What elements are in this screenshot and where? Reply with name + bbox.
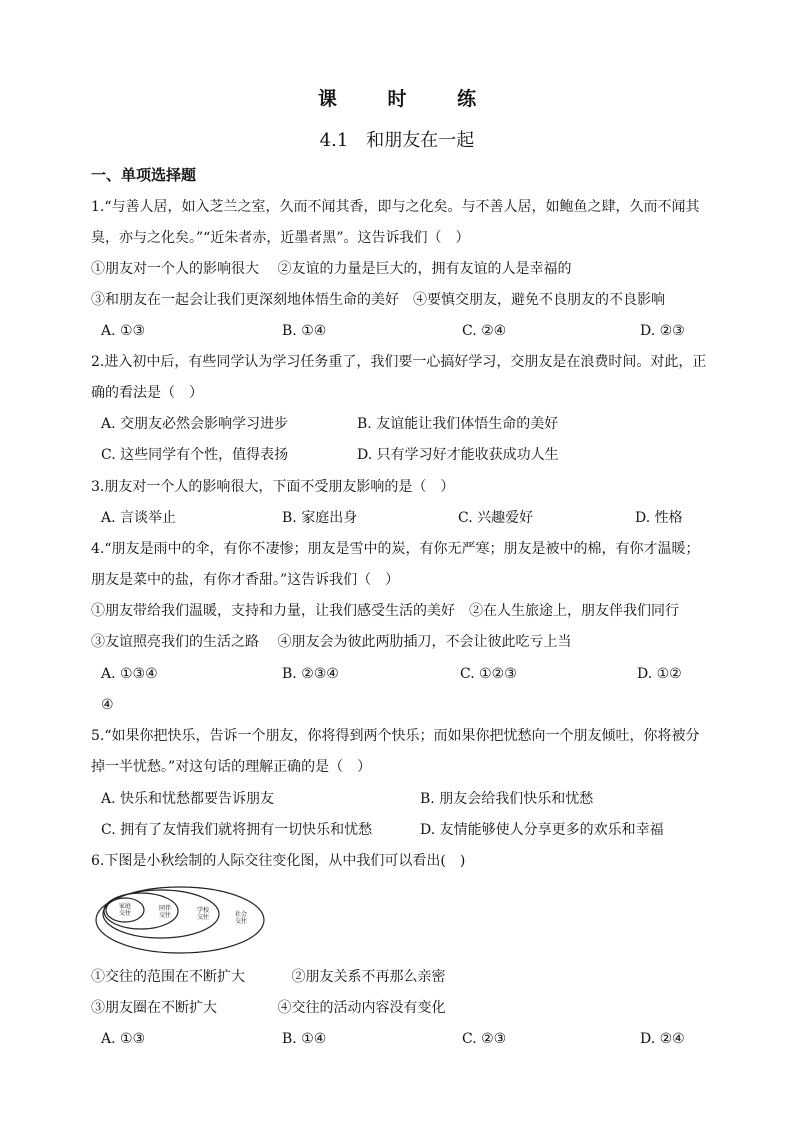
q4-option-d-wrap: ④ bbox=[101, 697, 114, 713]
q4-stem-line2: 朋友是菜中的盐，有你才香甜。”这告诉我们（ ） bbox=[91, 572, 400, 588]
q1-statements-line2: ③和朋友在一起会让我们更深刻地体悟生命的美好 ④要慎交朋友，避免不良朋友的不良影响 bbox=[91, 292, 665, 308]
q6-option-b: B. ①④ bbox=[282, 1031, 327, 1047]
q3-option-d: D. 性格 bbox=[635, 510, 683, 526]
q1-stem-line1: 1.“与善人居，如入芝兰之室，久而不闻其香，即与之化矣。与不善人居，如鲍鱼之肆，久而不闻其 bbox=[91, 199, 700, 215]
q2-option-d: D. 只有学习好才能收获成功人生 bbox=[357, 447, 559, 463]
lesson-subtitle: 4.1 和朋友在一起 bbox=[319, 130, 475, 151]
q1-option-a: A. ①③ bbox=[101, 323, 146, 339]
q2-stem-line1: 2.进入初中后，有些同学认为学习任务重了，我们要一心搞好学习，交朋友是在浪费时间。对此，正 bbox=[91, 354, 707, 370]
q2-stem-line2: 确的看法是（ ） bbox=[91, 385, 203, 401]
peer-label: 同伴交往 bbox=[158, 905, 172, 919]
q6-stem-line1: 6.下图是小秋绘制的人际交往变化图，从中我们可以看出( ) bbox=[91, 853, 466, 869]
q2-option-a: A. 交朋友必然会影响学习进步 bbox=[101, 416, 289, 432]
q5-option-a: A. 快乐和忧愁都要告诉朋友 bbox=[101, 791, 275, 807]
q4-option-d: D. ①② bbox=[637, 666, 682, 682]
q4-option-a: A. ①③④ bbox=[101, 666, 158, 682]
q5-option-c: C. 拥有了友情我们就将拥有一切快乐和忧愁 bbox=[101, 822, 373, 838]
social-interaction-diagram bbox=[95, 884, 275, 960]
q5-stem-line2: 掉一半忧愁。”对这句话的理解正确的是（ ） bbox=[91, 759, 372, 775]
q3-option-a: A. 言谈举止 bbox=[101, 510, 177, 526]
school-label: 学校交往 bbox=[196, 907, 210, 921]
q4-statements-line2: ③友谊照亮我们的生活之路 ④朋友会为彼此两肋插刀，不会让彼此吃亏上当 bbox=[91, 634, 572, 650]
q4-stem-line1: 4.“朋友是雨中的伞，有你不凄惨；朋友是雪中的炭，有你无严寒；朋友是被中的棉，有你才温暖； bbox=[91, 541, 700, 557]
q1-option-c: C. ②④ bbox=[462, 323, 507, 339]
q5-stem-line1: 5.“如果你把快乐，告诉一个朋友，你将得到两个快乐；而如果你把忧愁向一个朋友倾吐，你将被分 bbox=[91, 728, 700, 744]
q6-statements-line2: ③朋友圈在不断扩大 ④交往的活动内容没有变化 bbox=[91, 1000, 446, 1016]
q5-option-d: D. 友情能够使人分享更多的欢乐和幸福 bbox=[420, 822, 664, 838]
q4-statements-line1: ①朋友带给我们温暖，支持和力量，让我们感受生活的美好 ②在人生旅途上，朋友伴我们同行 bbox=[91, 603, 679, 619]
q5-option-b: B. 朋友会给我们快乐和忧愁 bbox=[420, 791, 594, 807]
q1-option-d: D. ②③ bbox=[640, 323, 685, 339]
q3-stem-line1: 3.朋友对一个人的影响很大，下面不受朋友影响的是（ ） bbox=[91, 479, 455, 495]
family-label: 家庭交往 bbox=[118, 903, 132, 917]
q1-statements-line1: ①朋友对一个人的影响很大 ②友谊的力量是巨大的，拥有友谊的人是幸福的 bbox=[91, 261, 572, 277]
q6-option-d: D. ②④ bbox=[640, 1031, 685, 1047]
society-label: 社会交往 bbox=[234, 911, 248, 925]
q1-stem-line2: 臭，亦与之化矣。”“近朱者赤，近墨者黑”。这告诉我们（ ） bbox=[91, 230, 470, 246]
page-title: 课 时 练 bbox=[317, 88, 499, 110]
q4-option-c: C. ①②③ bbox=[460, 666, 517, 682]
q2-option-c: C. 这些同学有个性，值得表扬 bbox=[101, 447, 289, 463]
q4-option-b: B. ②③④ bbox=[282, 666, 339, 682]
q2-option-b: B. 友谊能让我们体悟生命的美好 bbox=[357, 416, 559, 432]
q1-option-b: B. ①④ bbox=[282, 323, 327, 339]
q6-option-a: A. ①③ bbox=[101, 1031, 146, 1047]
section-heading: 一、单项选择题 bbox=[91, 166, 197, 184]
q6-statements-line1: ①交往的范围在不断扩大 ②朋友关系不再那么亲密 bbox=[91, 969, 446, 985]
q3-option-b: B. 家庭出身 bbox=[282, 510, 358, 526]
q6-option-c: C. ②③ bbox=[462, 1031, 507, 1047]
q3-option-c: C. 兴趣爱好 bbox=[458, 510, 534, 526]
